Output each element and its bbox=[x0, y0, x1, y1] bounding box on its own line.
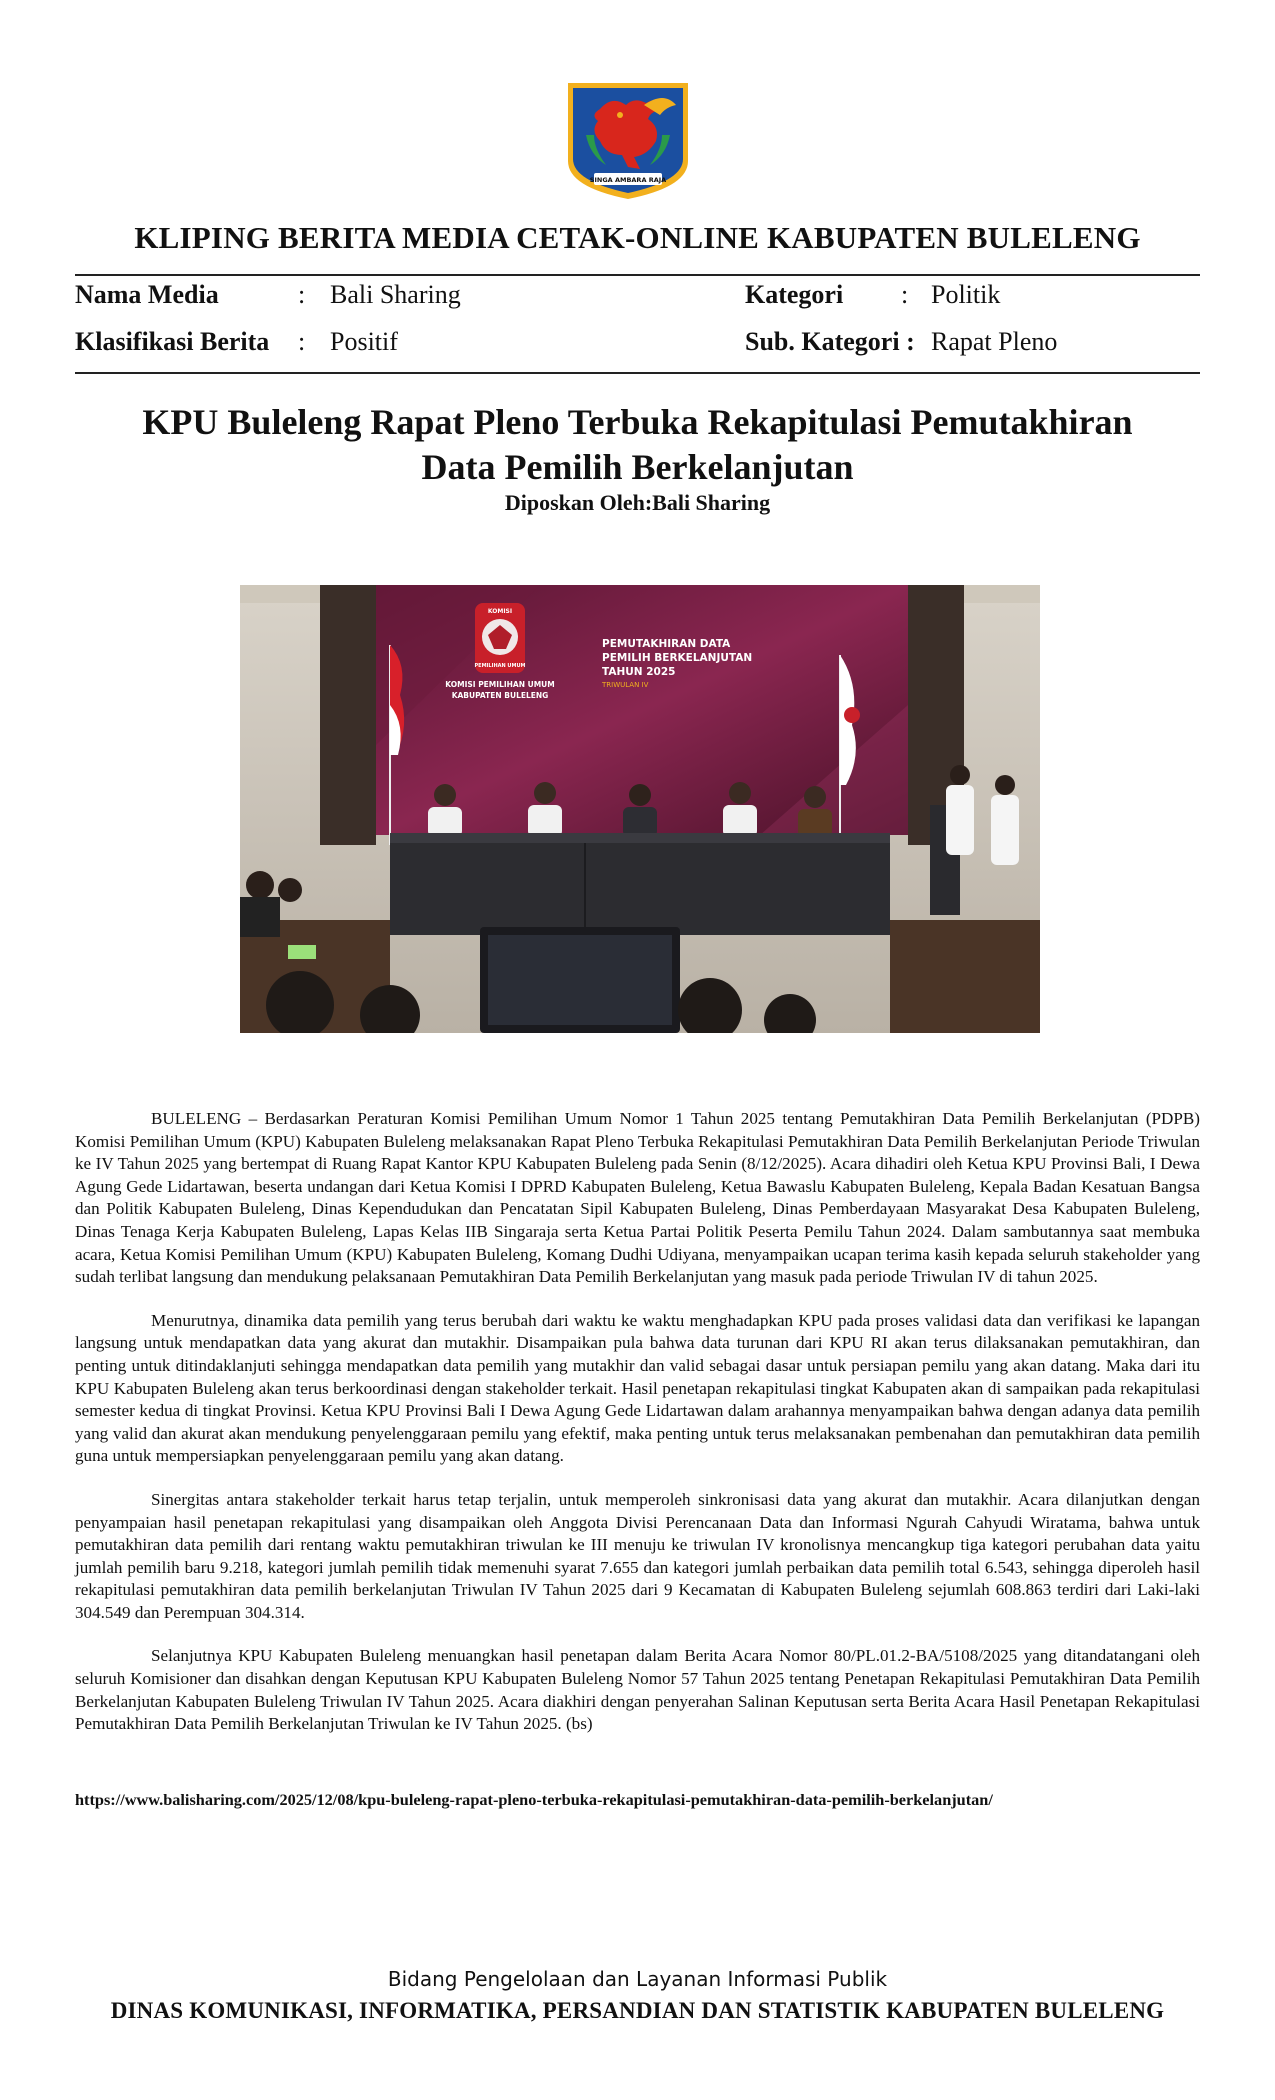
meta-colon: : bbox=[298, 280, 306, 309]
document-title: KLIPING BERITA MEDIA CETAK-ONLINE KABUPATEN BULELENG bbox=[134, 220, 1141, 255]
kategori-value: Politik bbox=[931, 280, 1001, 309]
headline-line-2: Data Pemilih Berkelanjutan bbox=[421, 447, 854, 487]
divider-top bbox=[75, 274, 1200, 276]
nama-media-label: Nama Media bbox=[75, 280, 219, 309]
sub-kategori-value: Rapat Pleno bbox=[931, 327, 1058, 356]
banner-line-4: TRIWULAN IV bbox=[602, 681, 649, 689]
sub-kategori-label: Sub. Kategori : bbox=[745, 327, 915, 356]
article-byline: Diposkan Oleh:Bali Sharing bbox=[504, 490, 771, 515]
footer-agency: DINAS KOMUNIKASI, INFORMATIKA, PERSANDIAN DAN STATISTIK KABUPATEN BULELENG bbox=[110, 1998, 1165, 2023]
banner-line-2: PEMILIH BERKELANJUTAN bbox=[602, 652, 753, 664]
kabupaten-buleleng-crest-icon bbox=[560, 75, 696, 203]
meta-colon: : bbox=[298, 327, 306, 356]
klasifikasi-label: Klasifikasi Berita bbox=[75, 327, 270, 356]
divider-bottom bbox=[75, 372, 1200, 374]
article-paragraph-1: BULELENG – Berdasarkan Peraturan Komisi Pemilihan Umum Nomor 1 Tahun 2025 tentang Pemutakhiran Data Pemilih Berkelanjutan (PDPB) Komisi Pemilihan Umum (KPU) Kabupaten Buleleng melaksanakan Rapat Pleno Terbuka Rekapitulasi Pemutakhiran Data Pemilih Berkelanjutan Periode Triwulan ke IV Tahun 2025 yang bertempat di Ruang Rapat Kantor KPU Kabupaten Buleleng pada Senin (8/12/2025). Acara dihadiri oleh Ketua KPU Provinsi Bali, I Dewa Agung Gede Lidartawan, beserta undangan dari Ketua Komisi I DPRD Kabupaten Buleleng, Ketua Bawaslu Kabupaten Buleleng, Kepala Badan Kesatuan Bangsa dan Politik Kabupaten Buleleng, Dinas Kependudukan dan Pencatatan Sipil Kabupaten Buleleng, Dinas Pemberdayaan Masyarakat Desa Kabupaten Buleleng, Dinas Tenaga Kerja Kabupaten Buleleng, Lapas Kelas IIB Singaraja serta Ketua Partai Politik Peserta Pemilu Tahun 2024. Dalam sambutannya saat membuka acara, Ketua Komisi Pemilihan Umum (KPU) Kabupaten Buleleng, Komang Dudhi Udiyana, menyampaikan ucapan terima kasih kepada seluruh stakeholder yang sudah terlibat langsung dan mendukung pelaksanaan Pemutakhiran Data Pemilih Berkelanjutan yang masuk pada periode Triwulan IV di tahun 2025. bbox=[75, 1109, 1200, 1287]
kliping-page bbox=[75, 0, 1200, 2100]
banner-line-3: TAHUN 2025 bbox=[602, 666, 676, 678]
meta-row-1 bbox=[75, 280, 1200, 314]
meta-colon: : bbox=[901, 280, 909, 309]
article-photo bbox=[240, 585, 1040, 1033]
kpu-text-1: KOMISI PEMILIHAN UMUM bbox=[445, 680, 555, 689]
article-paragraph-3: Sinergitas antara stakeholder terkait harus tetap terjalin, untuk memperoleh sinkronisasi data yang akurat dan mutakhir. Acara dilanjutkan dengan penyampaian hasil penetapan rekapitulasi yang disampaikan oleh Anggota Divisi Perencanaan Data dan Informasi Ngurah Cahyudi Wiratama, bahwa untuk pemutakhiran data pemilih dari rentang waktu pemutakhiran triwulan ke III menuju ke triwulan IV kronolisnya mencangkup tiga kategori perubahan data yaitu jumlah pemilih baru 9.218, kategori jumlah pemilih tidak memenuhi syarat 7.655 dan kategori jumlah perbaikan data pemilih total 6.543, sehingga diperoleh hasil rekapitulasi pemutakhiran data pemilih berkelanjutan Triwulan IV Tahun 2025 dari 9 Kecamatan di Kabupaten Buleleng sejumlah 608.863 terdiri dari Laki-laki 304.549 dan Perempuan 304.314. bbox=[75, 1489, 1200, 1622]
kategori-label: Kategori bbox=[745, 280, 844, 309]
headline-line-1: KPU Buleleng Rapat Pleno Terbuka Rekapitulasi Pemutakhiran bbox=[142, 402, 1133, 442]
nama-media-value: Bali Sharing bbox=[330, 280, 461, 309]
kpu-text-2: KABUPATEN BULELENG bbox=[451, 691, 549, 700]
article-paragraph-4: Selanjutnya KPU Kabupaten Buleleng menuangkan hasil penetapan dalam Berita Acara Nomor 80/PL.01.2-BA/5108/2025 yang ditandatangani oleh seluruh Komisioner dan disahkan dengan Keputusan KPU Kabupaten Buleleng Nomor 57 Tahun 2025 tentang Penetapan Rekapitulasi Pemutakhiran Data Pemilih Berkelanjutan Kabupaten Buleleng Triwulan IV Tahun 2025. Acara diakhiri dengan penyerahan Salinan Keputusan serta Berita Acara Hasil Penetapan Rekapitulasi Pemutakhiran Data Pemilih Berkelanjutan Triwulan ke IV Tahun 2025. (bs) bbox=[75, 1646, 1200, 1734]
article-paragraph-2: Menurutnya, dinamika data pemilih yang terus berubah dari waktu ke waktu menghadapkan KPU pada proses validasi data dan verifikasi ke lapangan langsung untuk mendapatkan data yang akurat dan mutakhir. Disampaikan pula bahwa data turunan dari KPU RI akan terus dilaksanakan pemutakhiran, dan penting untuk ditindaklanjuti sehingga mendapatkan data pemilih yang mutakhir dan valid sebagai dasar untuk persiapan pemilu yang akan datang. Maka dari itu KPU Kabupaten Buleleng akan terus berkoordinasi dengan stakeholder terkait. Hasil penetapan rekapitulasi tingkat Kabupaten akan di sampaikan pada rekapitulasi semester kedua di tingkat Provinsi. Ketua KPU Provinsi Bali I Dewa Agung Gede Lidartawan dalam arahannya menyampaikan bahwa dengan adanya data pemilih yang valid dan akurat akan mendukung penyelenggaraan pemilu yang efektif, maka penting untuk terus melaksanakan pembenahan dan pemutakhiran data pemilih guna untuk mempersiapkan penyelenggaraan pemilu yang akan datang. bbox=[75, 1310, 1200, 1466]
article-body bbox=[75, 1108, 1200, 1757]
meta-row-2 bbox=[75, 327, 1200, 361]
footer-unit: Bidang Pengelolaan dan Layanan Informasi Publik bbox=[387, 1967, 888, 1991]
article-headline bbox=[75, 400, 1200, 490]
banner-line-1: PEMUTAKHIRAN DATA bbox=[602, 638, 731, 650]
source-link[interactable]: https://www.balisharing.com/2025/12/08/kpu-buleleng-rapat-pleno-terbuka-rekapitulasi-pemutakhiran-data-pemilih-berkelanjutan/ bbox=[75, 1790, 993, 1809]
crest-motto: SINGA AMBARA RAJA bbox=[589, 176, 667, 184]
kpu-emblem-bottom: PEMILIHAN UMUM bbox=[474, 663, 526, 669]
klasifikasi-value: Positif bbox=[330, 327, 398, 356]
kpu-emblem-top: KOMISI bbox=[487, 608, 513, 615]
